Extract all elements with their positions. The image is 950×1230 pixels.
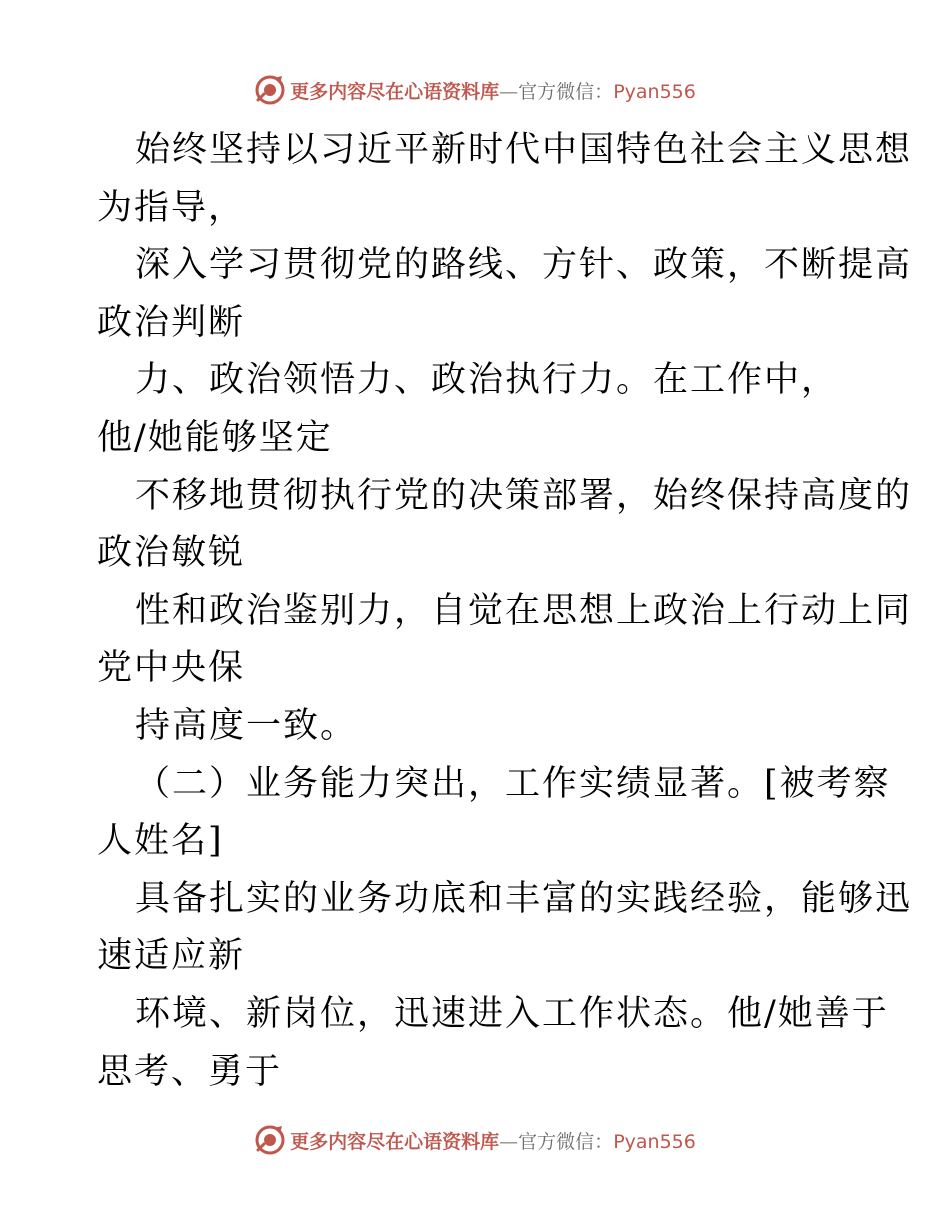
body-line: 性和政治鉴别力，自觉在思想上政治上行动上同: [135, 590, 913, 631]
body-line: 思考、勇于: [97, 1051, 283, 1092]
watermark-sub: 官方微信：: [518, 1130, 614, 1153]
header-watermark: [0, 72, 950, 108]
watermark-id: Pyan556: [613, 80, 696, 103]
body-line: 为指导，: [97, 187, 246, 228]
watermark-main: 更多内容尽在心语资料库: [290, 80, 500, 103]
watermark-separator: —: [499, 80, 519, 103]
watermark-separator: —: [499, 1130, 519, 1153]
body-line: 他/她能够坚定: [97, 417, 333, 458]
body-line: 始终坚持以习近平新时代中国特色社会主义思想: [135, 130, 913, 170]
body-line: 力、政治领悟力、政治执行力。在工作中，: [135, 360, 839, 401]
watermark-main: 更多内容尽在心语资料库: [290, 1130, 500, 1153]
document-body: [97, 122, 913, 1101]
body-line: 持高度一致。: [135, 705, 358, 746]
body-line: 政治判断: [97, 302, 246, 343]
body-line: 具备扎实的业务功底和丰富的实践经验，能够迅: [135, 878, 913, 919]
pen-logo-icon: [254, 74, 286, 106]
watermark-text: [290, 77, 696, 104]
watermark-id: Pyan556: [613, 1130, 696, 1153]
section-heading-line: （二）业务能力突出，工作实绩显著。[被考察: [135, 763, 891, 804]
body-line: 党中央保: [97, 648, 246, 689]
body-line: 速适应新: [97, 936, 246, 977]
pen-logo-icon: [254, 1124, 286, 1156]
watermark-text: [290, 1127, 696, 1154]
body-line: 不移地贯彻执行党的决策部署，始终保持高度的: [135, 475, 913, 516]
body-line: 政治敏锐: [97, 533, 246, 574]
body-line: 人姓名]: [97, 821, 224, 862]
footer-watermark: [0, 1122, 950, 1158]
body-line: 环境、新岗位，迅速进入工作状态。他/她善于: [135, 993, 889, 1034]
body-line: 深入学习贯彻党的路线、方针、政策，不断提高: [135, 245, 913, 286]
watermark-sub: 官方微信：: [518, 80, 614, 103]
